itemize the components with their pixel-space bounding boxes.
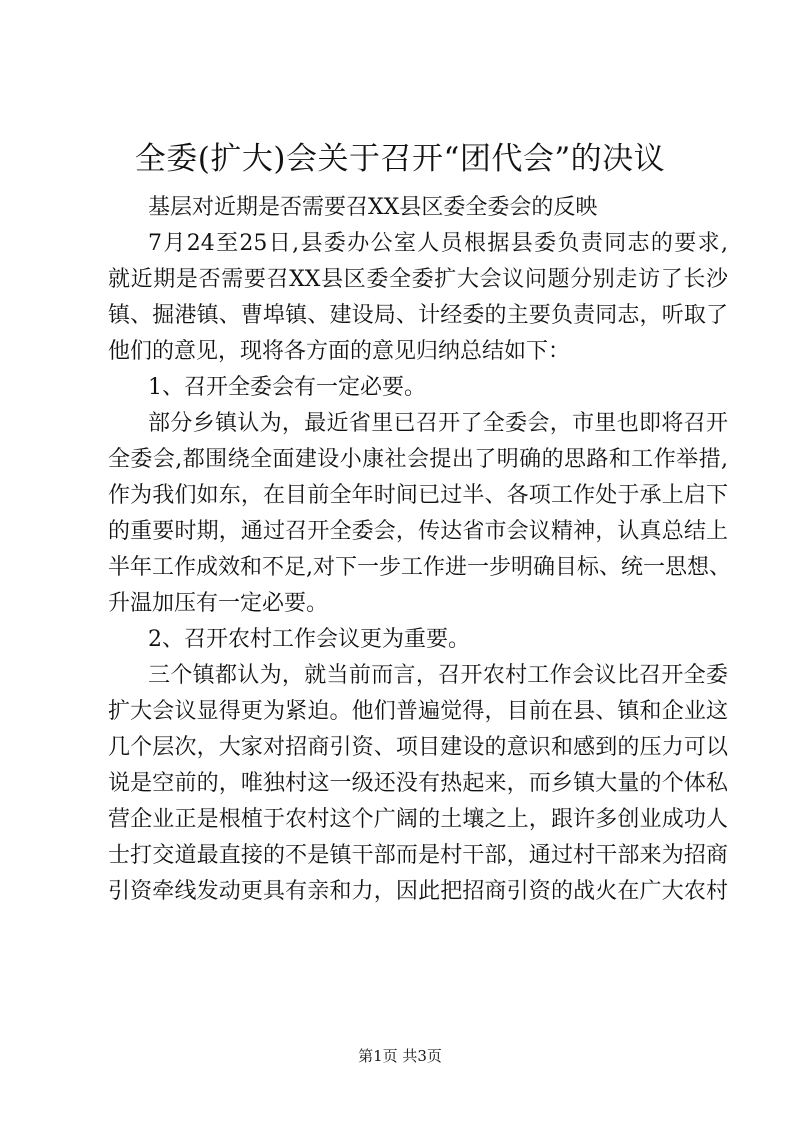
text-line: 全委会,都围绕全面建设小康社会提出了明确的思路和工作举措, xyxy=(108,447,728,472)
text-line: 他们的意见，现将各方面的意见归纳总结如下： xyxy=(108,339,571,364)
text-line: 2、召开农村工作会议更为重要。 xyxy=(148,627,470,652)
text-line: 几个层次，大家对招商引资、项目建设的意识和感到的压力可以 xyxy=(108,735,728,760)
text-line: 说是空前的，唯独村这一级还没有热起来，而乡镇大量的个体私 xyxy=(108,771,728,796)
document-title: 全委(扩大)会关于召开“团代会”的决议 xyxy=(134,141,666,177)
text-line: 7月24至25日,县委办公室人员根据县委负责同志的要求, xyxy=(148,231,728,256)
text-line: 基层对近期是否需要召XX县区委全委会的反映 xyxy=(148,195,598,220)
page-number-footer: 第1页 共3页 xyxy=(358,1047,442,1065)
text-line: 的重要时期，通过召开全委会，传达省市会议精神，认真总结上 xyxy=(108,519,728,544)
text-line: 就近期是否需要召XX县区委全委扩大会议问题分别走访了长沙 xyxy=(108,267,728,292)
text-line: 士打交道最直接的不是镇干部而是村干部，通过村干部来为招商 xyxy=(108,843,728,868)
text-line: 三个镇都认为，就当前而言，召开农村工作会议比召开全委 xyxy=(148,663,728,688)
text-line: 作为我们如东，在目前全年时间已过半、各项工作处于承上启下 xyxy=(108,483,728,508)
text-line: 升温加压有一定必要。 xyxy=(108,591,329,616)
text-line: 营企业正是根植于农村这个广阔的土壤之上，跟许多创业成功人 xyxy=(108,807,728,832)
text-line: 扩大会议显得更为紧迫。他们普遍觉得，目前在县、镇和企业这 xyxy=(108,699,728,724)
text-line: 镇、掘港镇、曹埠镇、建设局、计经委的主要负责同志，听取了 xyxy=(108,303,728,328)
document-body xyxy=(108,190,731,910)
text-line: 引资牵线发动更具有亲和力，因此把招商引资的战火在广大农村 xyxy=(108,879,728,904)
text-line: 半年工作成效和不足,对下一步工作进一步明确目标、统一思想、 xyxy=(108,555,731,580)
text-line: 1、召开全委会有一定必要。 xyxy=(148,375,426,400)
text-line: 部分乡镇认为，最近省里已召开了全委会，市里也即将召开 xyxy=(148,411,728,436)
